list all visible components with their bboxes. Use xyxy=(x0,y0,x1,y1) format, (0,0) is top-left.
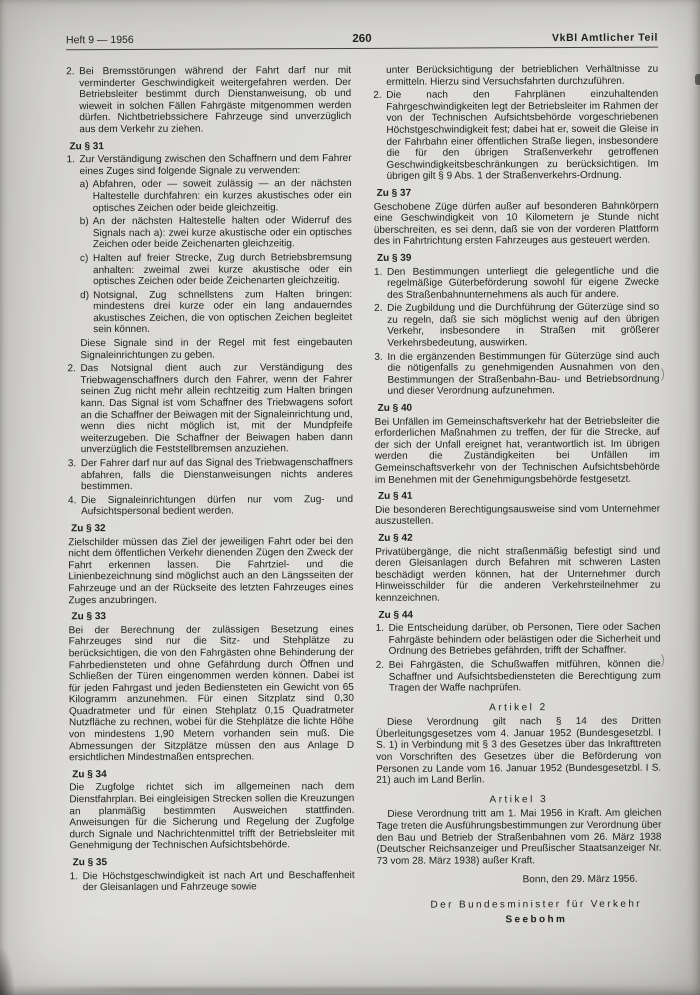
paragraph: Zielschilder müssen das Ziel der jeweiligen Fahrt oder bei den nicht dem öffentlichen Verkehr dienenden Zügen den Zweck der Fahrt erkennen lassen. Die Fahrtziel- und die Linienbezeichnung sind möglichst auch an den Längsseiten der Fahrzeuge und an der Rückseite des letzten Fahrzeuges eines Zuges anzubringen. xyxy=(68,535,354,606)
numbered-item xyxy=(376,622,661,658)
paragraph: Geschobene Züge dürfen außer auf besonderen Bahnkörpern eine Geschwindigkeit von 10 Kilometern je Stunde nicht überschreiten, es sei denn, daß sie von der vorderen Plattform des in Fahrtrichtung ersten Fahrzeuges aus gesteuert werden. xyxy=(373,200,659,248)
section-heading: Zu § 44 xyxy=(378,609,414,621)
section-heading: Zu § 37 xyxy=(376,187,412,199)
two-column-body xyxy=(66,64,662,930)
item-text: In die ergänzenden Bestimmungen für Güterzüge sind auch die nötigenfalls zu genehmigenden Ausnahmen von den Bestimmungen der Straßenbahn-Bau- und Betriebsordnung und dieser Verordnung aufzunehmen. xyxy=(387,350,660,398)
item-marker: 2. xyxy=(67,363,76,375)
dateline: Bonn, den 29. März 1956. xyxy=(522,874,638,886)
numbered-item xyxy=(374,302,659,350)
item-text: Den Bestimmungen unterliegt die gelegentliche und die regelmäßige Güterbeförderung sowohl für eigene Zwecke des Straßenbahnunternehmens als auch für andere. xyxy=(386,265,660,301)
item-marker: b) xyxy=(79,216,89,228)
continuation-paragraph: Diese Signale sind in der Regel mit fest eingebauten Signaleinrichtungen zu geben. xyxy=(80,337,353,361)
right-column xyxy=(373,64,662,928)
section-heading: Zu § 35 xyxy=(72,857,108,869)
signature-title: Der Bundesminister für Verkehr xyxy=(430,898,643,911)
item-marker: 2. xyxy=(66,66,75,78)
section-heading: Zu § 40 xyxy=(377,402,413,414)
section-heading: Zu § 39 xyxy=(376,252,412,264)
numbered-item xyxy=(374,265,659,301)
section-heading: Zu § 31 xyxy=(69,140,104,152)
item-text: Zur Verständigung zwischen den Schaffnern und dem Fahrer eines Zuges sind folgende Signale zu verwenden: xyxy=(79,153,352,177)
item-text: Die Signaleinrichtungen dürfen nur vom Zug- und Aufsichtspersonal bedient werden. xyxy=(80,493,354,518)
numbered-item xyxy=(70,870,355,894)
numbered-item xyxy=(67,362,352,456)
numbered-item xyxy=(68,494,353,518)
item-text: Halten auf freier Strecke, Zug durch Betriebsbremsung anhalten: zweimal zwei kurze akustische oder ein optisches Zeichen oder beide Zeichenarten gleichzeitig. xyxy=(92,251,353,288)
numbered-item xyxy=(66,65,351,136)
item-marker: 2. xyxy=(373,90,382,102)
numbered-item xyxy=(373,89,658,183)
item-marker: 2. xyxy=(374,303,383,315)
section-heading: Zu § 41 xyxy=(377,490,413,503)
section-heading: Zu § 34 xyxy=(72,768,107,781)
item-marker: c) xyxy=(79,253,89,265)
item-marker: 1. xyxy=(373,266,383,278)
section-heading: Zu § 32 xyxy=(71,523,106,535)
scan-edge-mark xyxy=(695,74,700,85)
paragraph: Diese Verordnung tritt am 1. Mai 1956 in Kraft. Am gleichen Tage treten die Ausführungsbestimmungen zur Verordnung über den Bau und Betrieb der Straßenbahnen vom 26. März 1938 (Deutscher Reichsanzeiger und Preußischer Staatsanzeiger Nr. 73 vom 28. März 1938) außer Kraft. xyxy=(376,808,662,867)
header-journal-title: VkBl Amtlicher Teil xyxy=(552,31,659,45)
item-marker: 1. xyxy=(69,870,79,882)
header-page-number: 260 xyxy=(352,32,372,45)
page-header xyxy=(66,32,658,51)
lettered-item xyxy=(80,289,352,337)
article-heading: Artikel 2 xyxy=(489,701,548,714)
left-column xyxy=(66,65,355,929)
item-text: Bei Bremsstörungen während der Fahrt darf nur mit verminderter Geschwindigkeit weitergefahren werden. Der Betriebsleiter bestimmt durch Dienstanweisung, ob und wieweit in solchen Fällen Fahrgäste mitgenommen werden dürfen. Nichtbetriebssichere Fahrzeuge sind unverzüglich aus dem Verkehr zu ziehen. xyxy=(79,64,352,136)
scan-curl-artifact xyxy=(651,366,664,383)
signature-block xyxy=(377,899,662,926)
item-marker: d) xyxy=(80,289,90,301)
paragraph: Privatübergänge, die nicht straßenmäßig befestigt sind und deren Gleisanlagen durch Befahren mit schweren Lasten beschädigt werden können, hat der Unternehmer durch Hinweisschilder für die anderen Verkehrsteilnehmer zu kennzeichnen. xyxy=(375,545,661,604)
item-text: Die Entscheidung darüber, ob Personen, Tiere oder Sachen Fahrgäste behindern oder belästigen oder die Sicherheit und Ordnung des Betriebes gefährden, trifft der Schaffner. xyxy=(388,621,661,658)
paragraph: Bei Unfällen im Gemeinschaftsverkehr hat der Betriebsleiter die erforderlichen Maßnahmen zu treffen, der für die Strecke, auf der sich der Unfall ereignet hat, verantwortlich ist. Im übrigen werden die Zuständigkeiten bei Unfällen im Gemeinschaftsverkehr von der Technischen Aufsichtsbehörde im Benehmen mit der Genehmigungsbehörde festgesetzt. xyxy=(374,415,660,486)
item-marker: 1. xyxy=(66,154,75,166)
item-text: Notsignal, Zug schnellstens zum Halten bringen: mindestens drei kurze oder ein lang andauerndes akustisches Zeichen, die von optischen Zeichen begleitet sein können. xyxy=(93,288,353,336)
continuation-paragraph: unter Berücksichtigung der betrieblichen Verhältnisse zu ermitteln. Hierzu sind Versuchsfahrten durchzuführen. xyxy=(386,63,659,88)
item-marker: 1. xyxy=(375,622,384,635)
paragraph: Die besonderen Berechtigungsausweise sind vom Unternehmer auszustellen. xyxy=(375,503,661,528)
numbered-item xyxy=(374,350,659,398)
lettered-item xyxy=(80,178,352,214)
item-marker: 2. xyxy=(375,659,385,671)
item-marker: 3. xyxy=(374,351,383,363)
item-text: Der Fahrer darf nur auf das Signal des Triebwagenschaffners abfahren, falls die Dienstanweisungen nichts anderes bestimmen. xyxy=(80,456,353,493)
item-marker: a) xyxy=(79,179,89,191)
item-text: Die Zugbildung und die Durchführung der Güterzüge sind so zu regeln, daß sie sich möglichst wenig auf den übrigen Verkehr, insbesondere in Straßen mit größerer Verkehrsbedeutung, auswirken. xyxy=(387,301,660,349)
numbered-item xyxy=(68,457,353,493)
item-text: Das Notsignal dient auch zur Verständigung des Triebwagenschaffners durch den Fahrer, wenn der Fahrer seinen Zug nicht mehr allein rechtzeitig zum Halten bringen kann. Das Signal ist vom Schaffner des Triebwagens sofort an die Schaffner der Beiwagen mit der Signaleinrichtung und, wenn dies nicht möglich ist, mit der Mundpfeife weiterzugeben. Die Schaffner der Beiwagen haben dann unverzüglich die Feststellbremsen anzuziehen. xyxy=(80,362,353,456)
item-text: Die Höchstgeschwindigkeit ist nach Art und Beschaffenheit der Gleisanlagen und Fahrzeuge sowie xyxy=(82,869,355,894)
item-text: An der nächsten Haltestelle halten oder Widerruf des Signals nach a): zwei kurze akustische oder ein optisches Zeichen oder beide Zeichenarten gleichzeitig. xyxy=(92,215,352,251)
section-heading: Zu § 42 xyxy=(378,532,413,544)
lettered-item xyxy=(80,252,352,288)
item-text: Die nach den Fahrplänen einzuhaltenden Fahrgeschwindigkeiten legt der Betriebsleiter im Rahmen der von der Technischen Aufsichtsbehörde vorgeschriebenen Höchstgeschwindigkeit fest; dabei hat er, soweit die Gleise in der Fahrbahn einer öffentlichen Straße liegen, insbesondere die für den übrigen Straßenverkehr getroffenen Geschwindigkeitsbeschränkungen zu berücksichtigen. Im übrigen gilt § 9 Abs. 1 der Straßenverkehrs-Ordnung. xyxy=(386,88,659,183)
item-text: Abfahren, oder — soweit zulässig — an der nächsten Haltestelle durchfahren: ein kurzes akustisches oder ein optisches Zeichen oder beide gleichzeitig. xyxy=(92,178,352,214)
scan-bottom-smudge xyxy=(10,987,670,992)
item-marker: 3. xyxy=(67,458,77,470)
paragraph: Bei der Berechnung der zulässigen Besetzung eines Fahrzeuges sind nur die Sitz- und Stehplätze zu berücksichtigen, die von den Fahrgästen ohne Behinderung der Fahrbediensteten und ohne Gefährdung durch Öffnen und Schließen der Türen eingenommen werden können. Dabei ist für jeden Fahrgast und jeden Bediensteten ein Gewicht von 65 Kilogramm anzunehmen. Für einen Sitzplatz sind 0,30 Quadratmeter und für einen Stehplatz 0,15 Quadratmeter Nutzfläche zu rechnen, wobei für die Stehplätze die lichte Höhe von mindestens 1,90 Metern vorhanden sein muß. Die Abmessungen der Sitzplätze müssen den aus Anlage D ersichtlichen Mindestmaßen entsprechen. xyxy=(68,623,355,764)
item-text: Bei Fahrgästen, die Schußwaffen mitführen, können die Schaffner und Aufsichtsbediensteten die Berechtigung zum Tragen der Waffe nachprüfen. xyxy=(388,658,661,694)
numbered-item xyxy=(67,153,352,177)
paragraph: Die Zugfolge richtet sich im allgemeinen nach dem Dienstfahrplan. Bei eingleisigen Strecken sollen die Kreuzungen an planmäßig bestimmten Ausweichen stattfinden. Anweisungen für die Sicherung und Regelung der Zugfolge durch Signale und Nachrichtenmittel trifft der Betriebsleiter mit Genehmigung der Technischen Aufsichtsbehörde. xyxy=(69,781,355,852)
header-issue: Heft 9 — 1956 xyxy=(65,33,134,47)
item-marker: 4. xyxy=(67,494,77,507)
paragraph: Diese Verordnung gilt nach § 14 des Dritten Überleitungsgesetzes vom 4. Januar 1952 (Bundesgesetzbl. I S. 1) in Verbindung mit § 3 des Gesetzes über das Inkrafttreten von Vorschriften des Gesetzes über die Beförderung von Personen zu Lande vom 16. Januar 1952 (Bundesgesetzbl. I S. 21) auch im Land Berlin. xyxy=(376,715,662,787)
lettered-item xyxy=(80,215,352,251)
numbered-item xyxy=(376,659,661,695)
signature-name: Seebohm xyxy=(505,913,568,925)
section-heading: Zu § 33 xyxy=(71,611,107,623)
article-heading: Artikel 3 xyxy=(489,793,549,806)
scan-curl-artifact xyxy=(651,652,664,669)
